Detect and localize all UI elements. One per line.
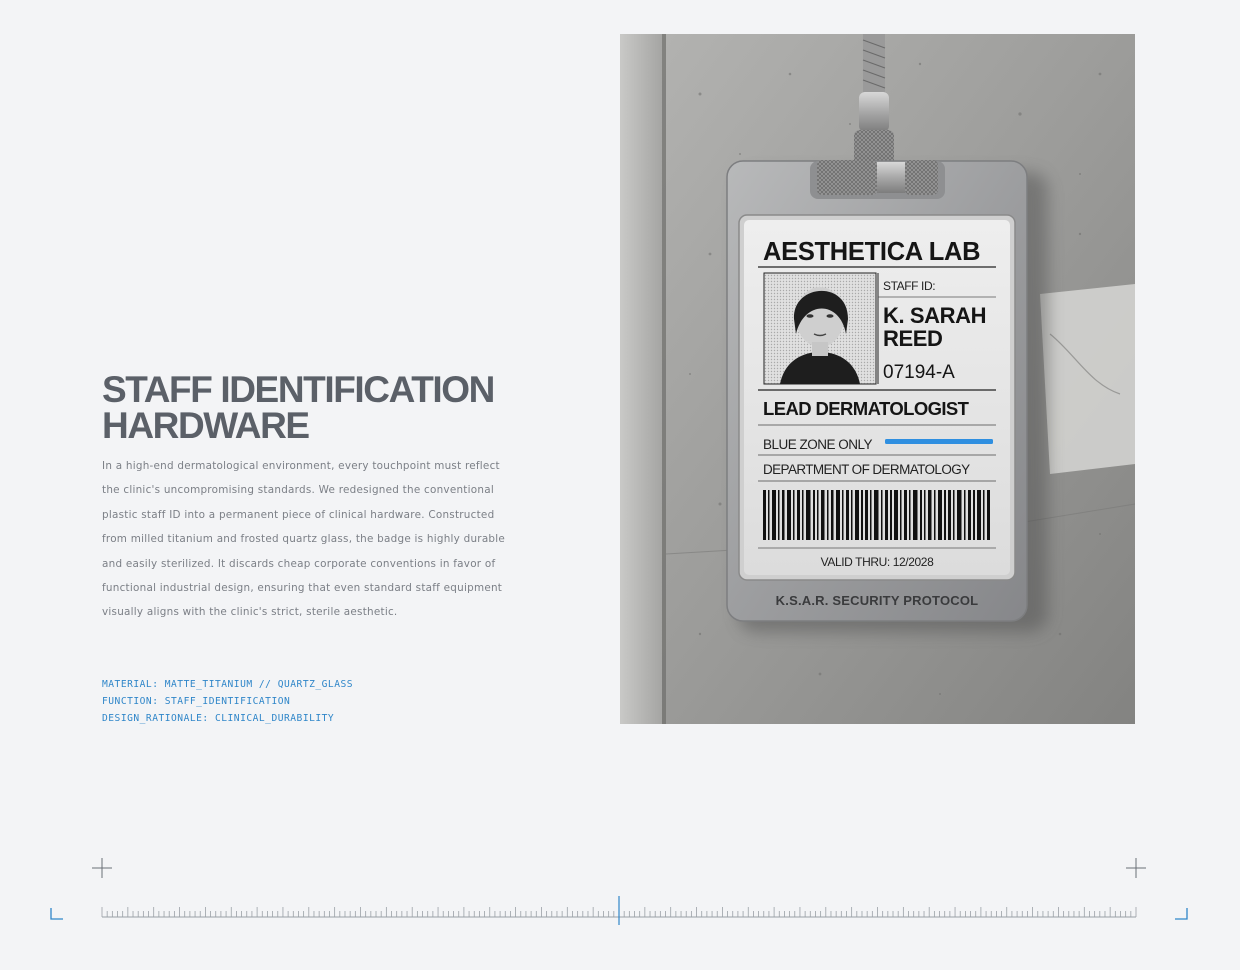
spec-material: MATERIAL: MATTE_TITANIUM // QUARTZ_GLASS	[102, 679, 354, 690]
ruler-decoration	[0, 850, 1240, 930]
page-title	[102, 369, 522, 446]
spec-list	[102, 676, 353, 727]
spec-rationale: DESIGN_RATIONALE: CLINICAL_DURABILITY	[102, 713, 335, 724]
spec-function: FUNCTION: STAFF_IDENTIFICATION	[102, 696, 291, 707]
badge-protocol: K.S.A.R. SECURITY PROTOCOL	[775, 593, 979, 608]
corner-bracket-left-icon	[51, 908, 63, 919]
badge-id-number: 07194-A	[883, 362, 955, 383]
badge-photo	[620, 34, 1135, 724]
badge-illustration	[620, 34, 1135, 724]
corner-bracket-right-icon	[1175, 908, 1187, 919]
zone-color-bar	[885, 439, 993, 444]
title-line-1: STAFF IDENTIFICATION	[102, 369, 494, 410]
description-paragraph: In a high-end dermatological environment, every touchpoint must reflect the clinic's uncompromising standards. We redesigned the conventional plastic staff ID into a permanent piece of clinical hardware. Constructed from milled titanium and frosted quartz glass, the badge is highly durable and easily sterilized. It discards cheap corporate conventions in favor of functional industrial design, ensuring that even standard staff equipment visually aligns with the clinic's strict, sterile aesthetic.	[102, 460, 506, 619]
crosshair-right-icon	[1126, 858, 1146, 878]
badge-name-line-1: K. SARAH	[883, 303, 987, 328]
badge-department: DEPARTMENT OF DERMATOLOGY	[763, 462, 970, 477]
title-line-2: HARDWARE	[102, 405, 309, 446]
badge-staff-id-label: STAFF ID:	[883, 279, 936, 293]
badge-name-line-2: REED	[883, 326, 943, 351]
badge-role: LEAD DERMATOLOGIST	[763, 398, 969, 419]
badge-valid-thru: VALID THRU: 12/2028	[820, 555, 934, 569]
badge-org-name: AESTHETICA LAB	[763, 238, 981, 266]
crosshair-left-icon	[92, 858, 112, 878]
badge-zone: BLUE ZONE ONLY	[763, 437, 873, 452]
description-section	[102, 369, 522, 625]
